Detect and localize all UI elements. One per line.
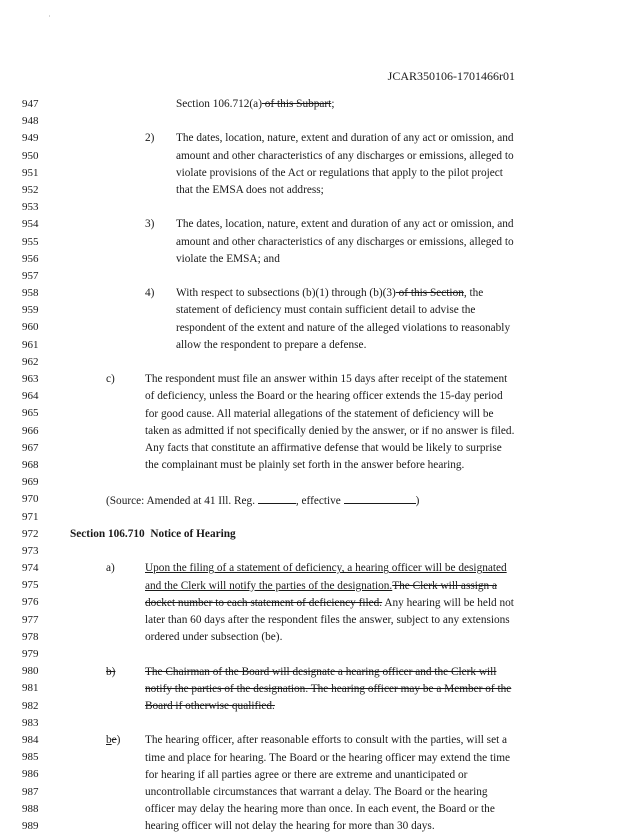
deleted-text: of this Section xyxy=(395,287,464,300)
line-number: 979 xyxy=(22,648,39,660)
item-a-line xyxy=(145,578,497,595)
line-number: 949 xyxy=(22,132,39,145)
item-c-line: Any facts that constitute an affirmative defense that would be likely to surprise xyxy=(145,442,502,454)
line-number: 970 xyxy=(22,493,39,506)
item-b-line: The Chairman of the Board will designate a hearing officer and the Clerk will xyxy=(145,665,497,678)
blank-line xyxy=(344,492,416,504)
item-c-label: c) xyxy=(106,373,115,386)
line-number: 959 xyxy=(22,304,39,317)
line-number: 974 xyxy=(22,562,39,575)
line-number: 952 xyxy=(22,183,39,196)
item-4-line: statement of deficiency must contain sufficient detail to advise the xyxy=(176,304,476,317)
item-a-line: ordered under subsection (be). xyxy=(145,631,283,644)
document-id: JCAR350106-1701466r01 xyxy=(387,69,515,83)
scan-mark: ʿ xyxy=(48,14,51,24)
item-be-label xyxy=(106,732,120,749)
text-span: ) xyxy=(415,494,420,507)
item-c-line: taken as admitted if not specifically denied by the answer, or if no answer is filed. xyxy=(145,424,515,437)
section-title: Notice of Hearing xyxy=(150,528,236,540)
line-number: 989 xyxy=(22,819,39,832)
section-number: Section 106.710 xyxy=(70,528,145,540)
line-number: 948 xyxy=(22,115,39,128)
deleted-text: e xyxy=(111,734,117,747)
line-number: 980 xyxy=(22,665,39,678)
item-c-line: the complainant must be plainly set forth in the answer before hearing. xyxy=(145,459,465,472)
item-b-line: Board if otherwise qualified. xyxy=(145,700,275,712)
source-note xyxy=(106,492,419,509)
item-a-line: Upon the filing of a statement of deficiency, a hearing officer will be designated xyxy=(145,562,507,575)
deleted-text: The Clerk will assign a xyxy=(392,579,498,592)
text-span: ) xyxy=(116,734,121,747)
line-number: 965 xyxy=(22,407,39,420)
line-number: 963 xyxy=(22,373,39,385)
line-number: 964 xyxy=(22,390,39,403)
line-number: 947 xyxy=(22,98,39,110)
blank-line xyxy=(258,492,296,504)
item-be-line: officer may delay the hearing more than once. In each event, the Board or the xyxy=(145,803,495,816)
text-span: Any hearing will be held not xyxy=(382,596,514,609)
line-number: 972 xyxy=(22,527,39,540)
item-3-line: violate the EMSA; and xyxy=(176,252,280,265)
line-number: 985 xyxy=(22,751,39,764)
item-3-line: amount and other characteristics of any discharges or emissions, alleged to xyxy=(176,235,514,248)
line-number: 986 xyxy=(22,768,39,781)
item-2-line: The dates, location, nature, extent and duration of any act or omission, and xyxy=(176,132,514,145)
item-2-line: violate provisions of the Act or regulations that apply to the pilot project xyxy=(176,166,503,179)
item-4-label: 4) xyxy=(145,287,155,300)
line-number: 973 xyxy=(22,544,39,557)
item-2-line: that the EMSA does not address; xyxy=(176,184,324,196)
item-3-label: 3) xyxy=(145,218,155,231)
item-b-label: b) xyxy=(106,665,116,678)
line-number: 971 xyxy=(22,510,39,523)
line-number: 988 xyxy=(22,802,39,815)
line-number: 981 xyxy=(22,682,39,695)
line-number: 987 xyxy=(22,785,39,798)
line-number: 968 xyxy=(22,458,39,471)
line-number: 960 xyxy=(22,321,39,334)
item-c-line: of deficiency, unless the Board or the hearing officer extends the 15-day period xyxy=(145,390,503,403)
item-be-line: for hearing if all parties agree or there are extreme and unanticipated or xyxy=(145,768,468,781)
line-number: 954 xyxy=(22,218,39,231)
line-number: 958 xyxy=(22,287,39,300)
text-span: ; xyxy=(331,98,335,110)
text-span: Section 106.712(a) xyxy=(176,98,262,110)
item-c-line: for good cause. All material allegations of the statement of deficiency will be xyxy=(145,407,494,420)
line-number: 950 xyxy=(22,149,39,162)
line-number: 961 xyxy=(22,338,39,351)
deleted-text: docket number to each statement of deficiency filed. xyxy=(145,596,383,609)
text-span: , the xyxy=(463,287,484,300)
item-a-label: a) xyxy=(106,562,115,575)
inserted-text: b xyxy=(106,734,112,747)
line-number: 977 xyxy=(22,613,39,626)
line-number: 956 xyxy=(22,252,39,265)
item-4-line: respondent of the extent and nature of the alleged violations to reasonably xyxy=(176,321,511,334)
line-number: 982 xyxy=(22,699,39,712)
item-be-line: time and place for hearing. The Board or the hearing officer may extend the time xyxy=(145,751,511,764)
item-3-line: The dates, location, nature, extent and duration of any act or omission, and xyxy=(176,218,514,231)
text-span: , effective xyxy=(295,494,344,507)
deleted-text: of this Subpart xyxy=(261,98,332,110)
line-number: 978 xyxy=(22,630,39,643)
item-a-line: later than 60 days after the respondent files the answer, subject to any extensions xyxy=(145,614,510,626)
section-heading xyxy=(70,526,236,543)
line-number: 975 xyxy=(22,579,39,592)
section-reference-line xyxy=(176,96,334,113)
line-number-column xyxy=(22,96,54,835)
line-number: 969 xyxy=(22,476,39,489)
item-4-line xyxy=(176,285,483,302)
item-a-line xyxy=(145,595,514,612)
line-number: 967 xyxy=(22,441,39,454)
line-number: 976 xyxy=(22,596,39,609)
line-number: 955 xyxy=(22,235,39,248)
line-number: 983 xyxy=(22,716,39,729)
item-2-label: 2) xyxy=(145,132,155,145)
item-2-line: amount and other characteristics of any discharges or emissions, alleged to xyxy=(176,149,514,162)
inserted-text: and the Clerk will notify the parties of the designation. xyxy=(145,579,393,592)
item-be-line: The hearing officer, after reasonable efforts to consult with the parties, will set a xyxy=(145,734,508,747)
line-number: 966 xyxy=(22,424,39,437)
line-number: 953 xyxy=(22,201,39,214)
text-span: (Source: Amended at 41 Ill. Reg. xyxy=(106,494,258,507)
item-4-line: allow the respondent to prepare a defense. xyxy=(176,338,367,351)
item-c-line: The respondent must file an answer within 15 days after receipt of the statement xyxy=(145,373,508,386)
item-be-line: uncontrollable circumstances that warrant a delay. The Board or the hearing xyxy=(145,786,488,798)
line-number: 984 xyxy=(22,733,39,746)
item-be-line: hearing officer will not delay the hearing for more than 30 days. xyxy=(145,820,435,833)
text-span: With respect to subsections (b)(1) through (b)(3) xyxy=(176,287,396,300)
line-number: 962 xyxy=(22,355,39,368)
line-number: 951 xyxy=(22,166,39,179)
line-number: 957 xyxy=(22,269,39,282)
item-b-line: notify the parties of the designation. The hearing officer may be a Member of the xyxy=(145,682,512,695)
